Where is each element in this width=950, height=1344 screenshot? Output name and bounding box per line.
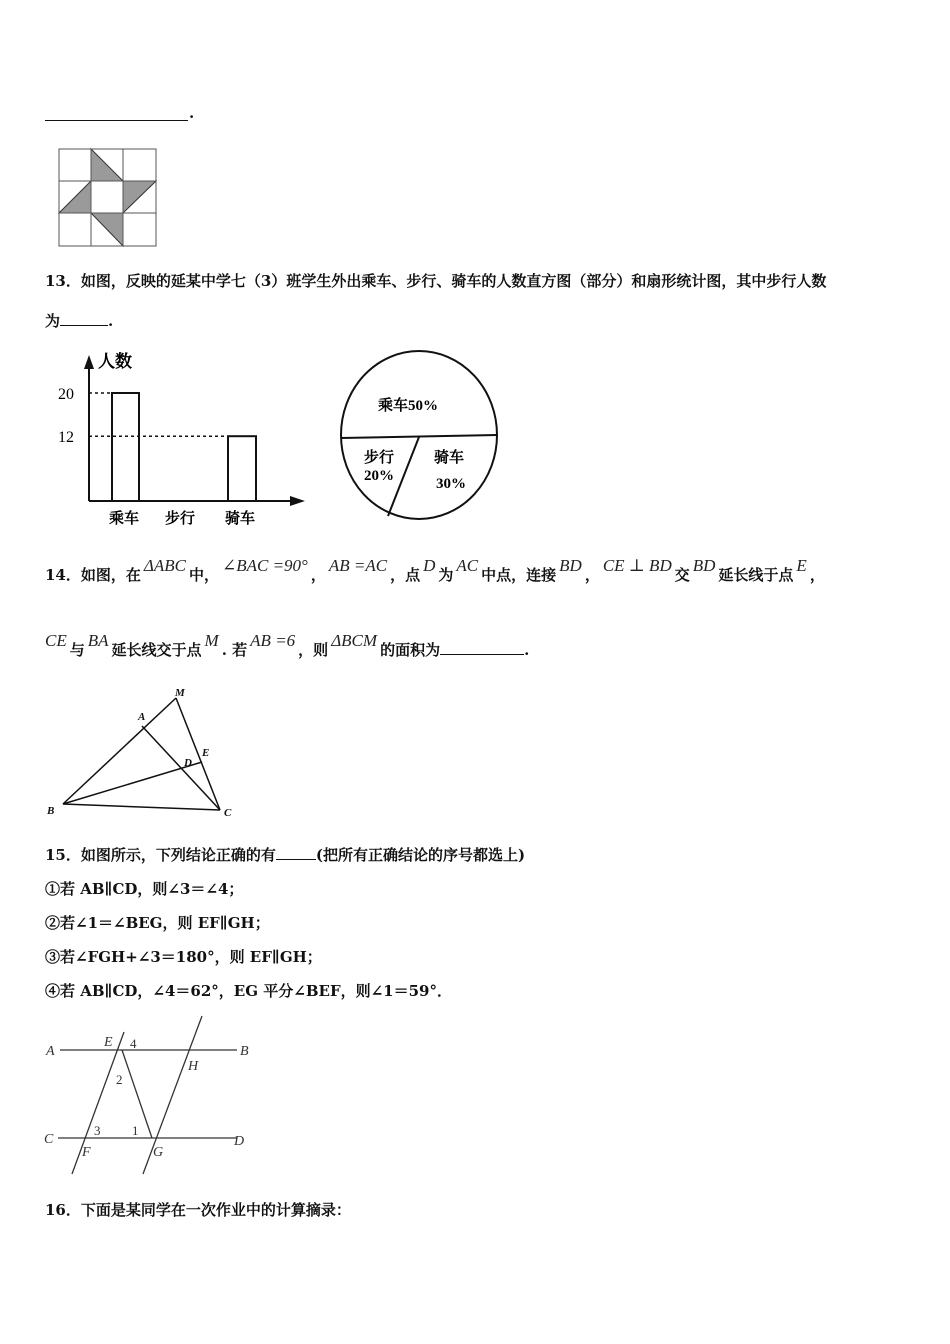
- q14-line1: [45, 556, 825, 585]
- q13-answer-blank: [60, 311, 108, 326]
- q14-math-ab-eq-ac: AB =AC: [328, 556, 388, 575]
- q13-line2-suffix: .: [108, 312, 114, 330]
- label-angle-3: 3: [94, 1123, 101, 1138]
- q15-item-4: ④若 AB∥CD，∠4＝62°，EG 平分∠BEF，则∠1＝59°．: [45, 982, 452, 1000]
- label-f: F: [82, 1145, 91, 1160]
- q13-line2: [45, 310, 113, 331]
- q15-title: [45, 844, 525, 865]
- pie-label-buxing-pct: 20%: [364, 468, 394, 484]
- q14-math-ab-eq-6: AB =6: [250, 631, 296, 650]
- q14-math-ac: AC: [456, 556, 479, 575]
- q14-line2: [45, 631, 530, 660]
- bar-2: [228, 436, 256, 501]
- q13-bar-chart: [52, 345, 312, 530]
- q14-text-11: 与: [69, 641, 85, 659]
- top-period: .: [189, 104, 195, 122]
- label-b: B: [47, 805, 55, 817]
- segment-bc: [63, 804, 220, 810]
- segment-be: [63, 762, 202, 804]
- label-c: C: [224, 807, 232, 819]
- q14-math-ce: CE: [45, 631, 67, 650]
- q14-answer-blank: [440, 640, 524, 655]
- label-angle-2: 2: [116, 1072, 123, 1087]
- q14-text-9: 延长线于点: [718, 566, 794, 584]
- pinwheel-blade-top: [91, 149, 123, 181]
- q14-text-5: 为: [438, 566, 454, 584]
- q14-text-7: ，: [584, 566, 600, 584]
- pie-label-qiche: 骑车: [434, 450, 465, 466]
- q14-math-ce-perp-bd: CE ⊥ BD: [602, 556, 672, 575]
- label-d: D: [184, 757, 192, 769]
- q14-text-12: 延长线交于点: [111, 641, 202, 659]
- q16-text: 16．下面是某同学在一次作业中的计算摘录：: [45, 1201, 351, 1219]
- pie-label-cheche: 乘车50%: [378, 398, 439, 414]
- bar-y-label: 人数: [98, 352, 132, 371]
- q14-text-15: 的面积为: [380, 641, 441, 659]
- q14-text-3: ，: [310, 566, 326, 584]
- bar-0: [112, 393, 139, 501]
- q15-parallel-lines-figure: [42, 1012, 272, 1182]
- segment-mc: [176, 698, 220, 810]
- line-ef: [72, 1032, 124, 1174]
- q14-math-ba: BA: [87, 631, 109, 650]
- pie-label-buxing: 步行: [364, 450, 395, 466]
- q13-pie-chart: [338, 348, 502, 524]
- q14-math-m: M: [204, 631, 219, 650]
- answer-blank-top: [45, 106, 188, 121]
- q15-item-2: ②若∠1＝∠BEG，则 EF∥GH；: [45, 914, 270, 932]
- bar-ytick-1: 12: [58, 429, 74, 447]
- bar-x-axis-arrow: [290, 496, 305, 506]
- q14-text-10: ，: [809, 566, 825, 584]
- q15-item-1: ①若 AB∥CD，则∠3＝∠4；: [45, 880, 244, 898]
- q14-math-triangle-abc: ΔABC: [143, 556, 186, 575]
- q14-text-6: 中点，连接: [481, 566, 557, 584]
- label-angle-4: 4: [130, 1036, 137, 1051]
- label-e: E: [104, 1035, 113, 1050]
- bar-category-0: 乘车: [109, 511, 140, 527]
- pinwheel-blade-right: [123, 181, 156, 213]
- q15-answer-blank: [276, 845, 316, 860]
- q14-text-16: .: [524, 641, 530, 659]
- label-h: H: [188, 1059, 199, 1074]
- q14-math-bd-2: BD: [692, 556, 716, 575]
- bar-y-axis-arrow: [84, 355, 94, 369]
- q13-line1: 13．如图，反映的延某中学七（3）班学生外出乘车、步行、骑车的人数直方图（部分）和扇形统计图，其中步行人数: [45, 272, 827, 290]
- q15-title-prefix: 15．如图所示，下列结论正确的有: [45, 846, 276, 864]
- bar-category-1: 步行: [165, 511, 196, 527]
- label-a: A: [46, 1044, 55, 1059]
- q14-math-e: E: [796, 556, 807, 575]
- label-m: M: [175, 687, 185, 699]
- q14-text-1: 14．如图，在: [45, 566, 141, 584]
- q15-item-3: ③若∠FGH+∠3＝180°，则 EF∥GH；: [45, 948, 322, 966]
- q14-math-d: D: [423, 556, 436, 575]
- q14-text-13: . 若: [221, 641, 248, 659]
- pinwheel-blade-bottom: [91, 213, 123, 246]
- q14-triangle-figure: [42, 682, 242, 822]
- q14-math-bd: BD: [559, 556, 582, 575]
- bar-category-2: 骑车: [225, 511, 256, 527]
- bar-ytick-0: 20: [58, 386, 74, 403]
- pinwheel-blade-left: [59, 181, 91, 213]
- q14-text-8: 交: [674, 566, 690, 584]
- label-d: D: [234, 1134, 245, 1149]
- label-g: G: [153, 1145, 164, 1160]
- q14-text-2: 中，: [188, 566, 219, 584]
- segment-bm: [63, 698, 176, 804]
- label-e: E: [202, 747, 210, 759]
- line-gh: [143, 1016, 202, 1174]
- pinwheel-grid-figure: [56, 146, 160, 250]
- label-b: B: [240, 1044, 249, 1059]
- label-a: A: [138, 711, 146, 723]
- q14-text-4: ，点: [390, 566, 421, 584]
- label-angle-1: 1: [132, 1123, 139, 1138]
- q14-math-angle-bac: ∠BAC =90°: [221, 556, 308, 575]
- q14-math-triangle-bcm: ΔBCM: [331, 631, 378, 650]
- label-c: C: [44, 1132, 54, 1147]
- q14-text-14: ，则: [298, 641, 329, 659]
- pie-label-qiche-pct: 30%: [436, 476, 466, 492]
- q15-title-suffix: (把所有正确结论的序号都选上): [315, 846, 526, 864]
- q13-line2-prefix: 为: [45, 312, 61, 330]
